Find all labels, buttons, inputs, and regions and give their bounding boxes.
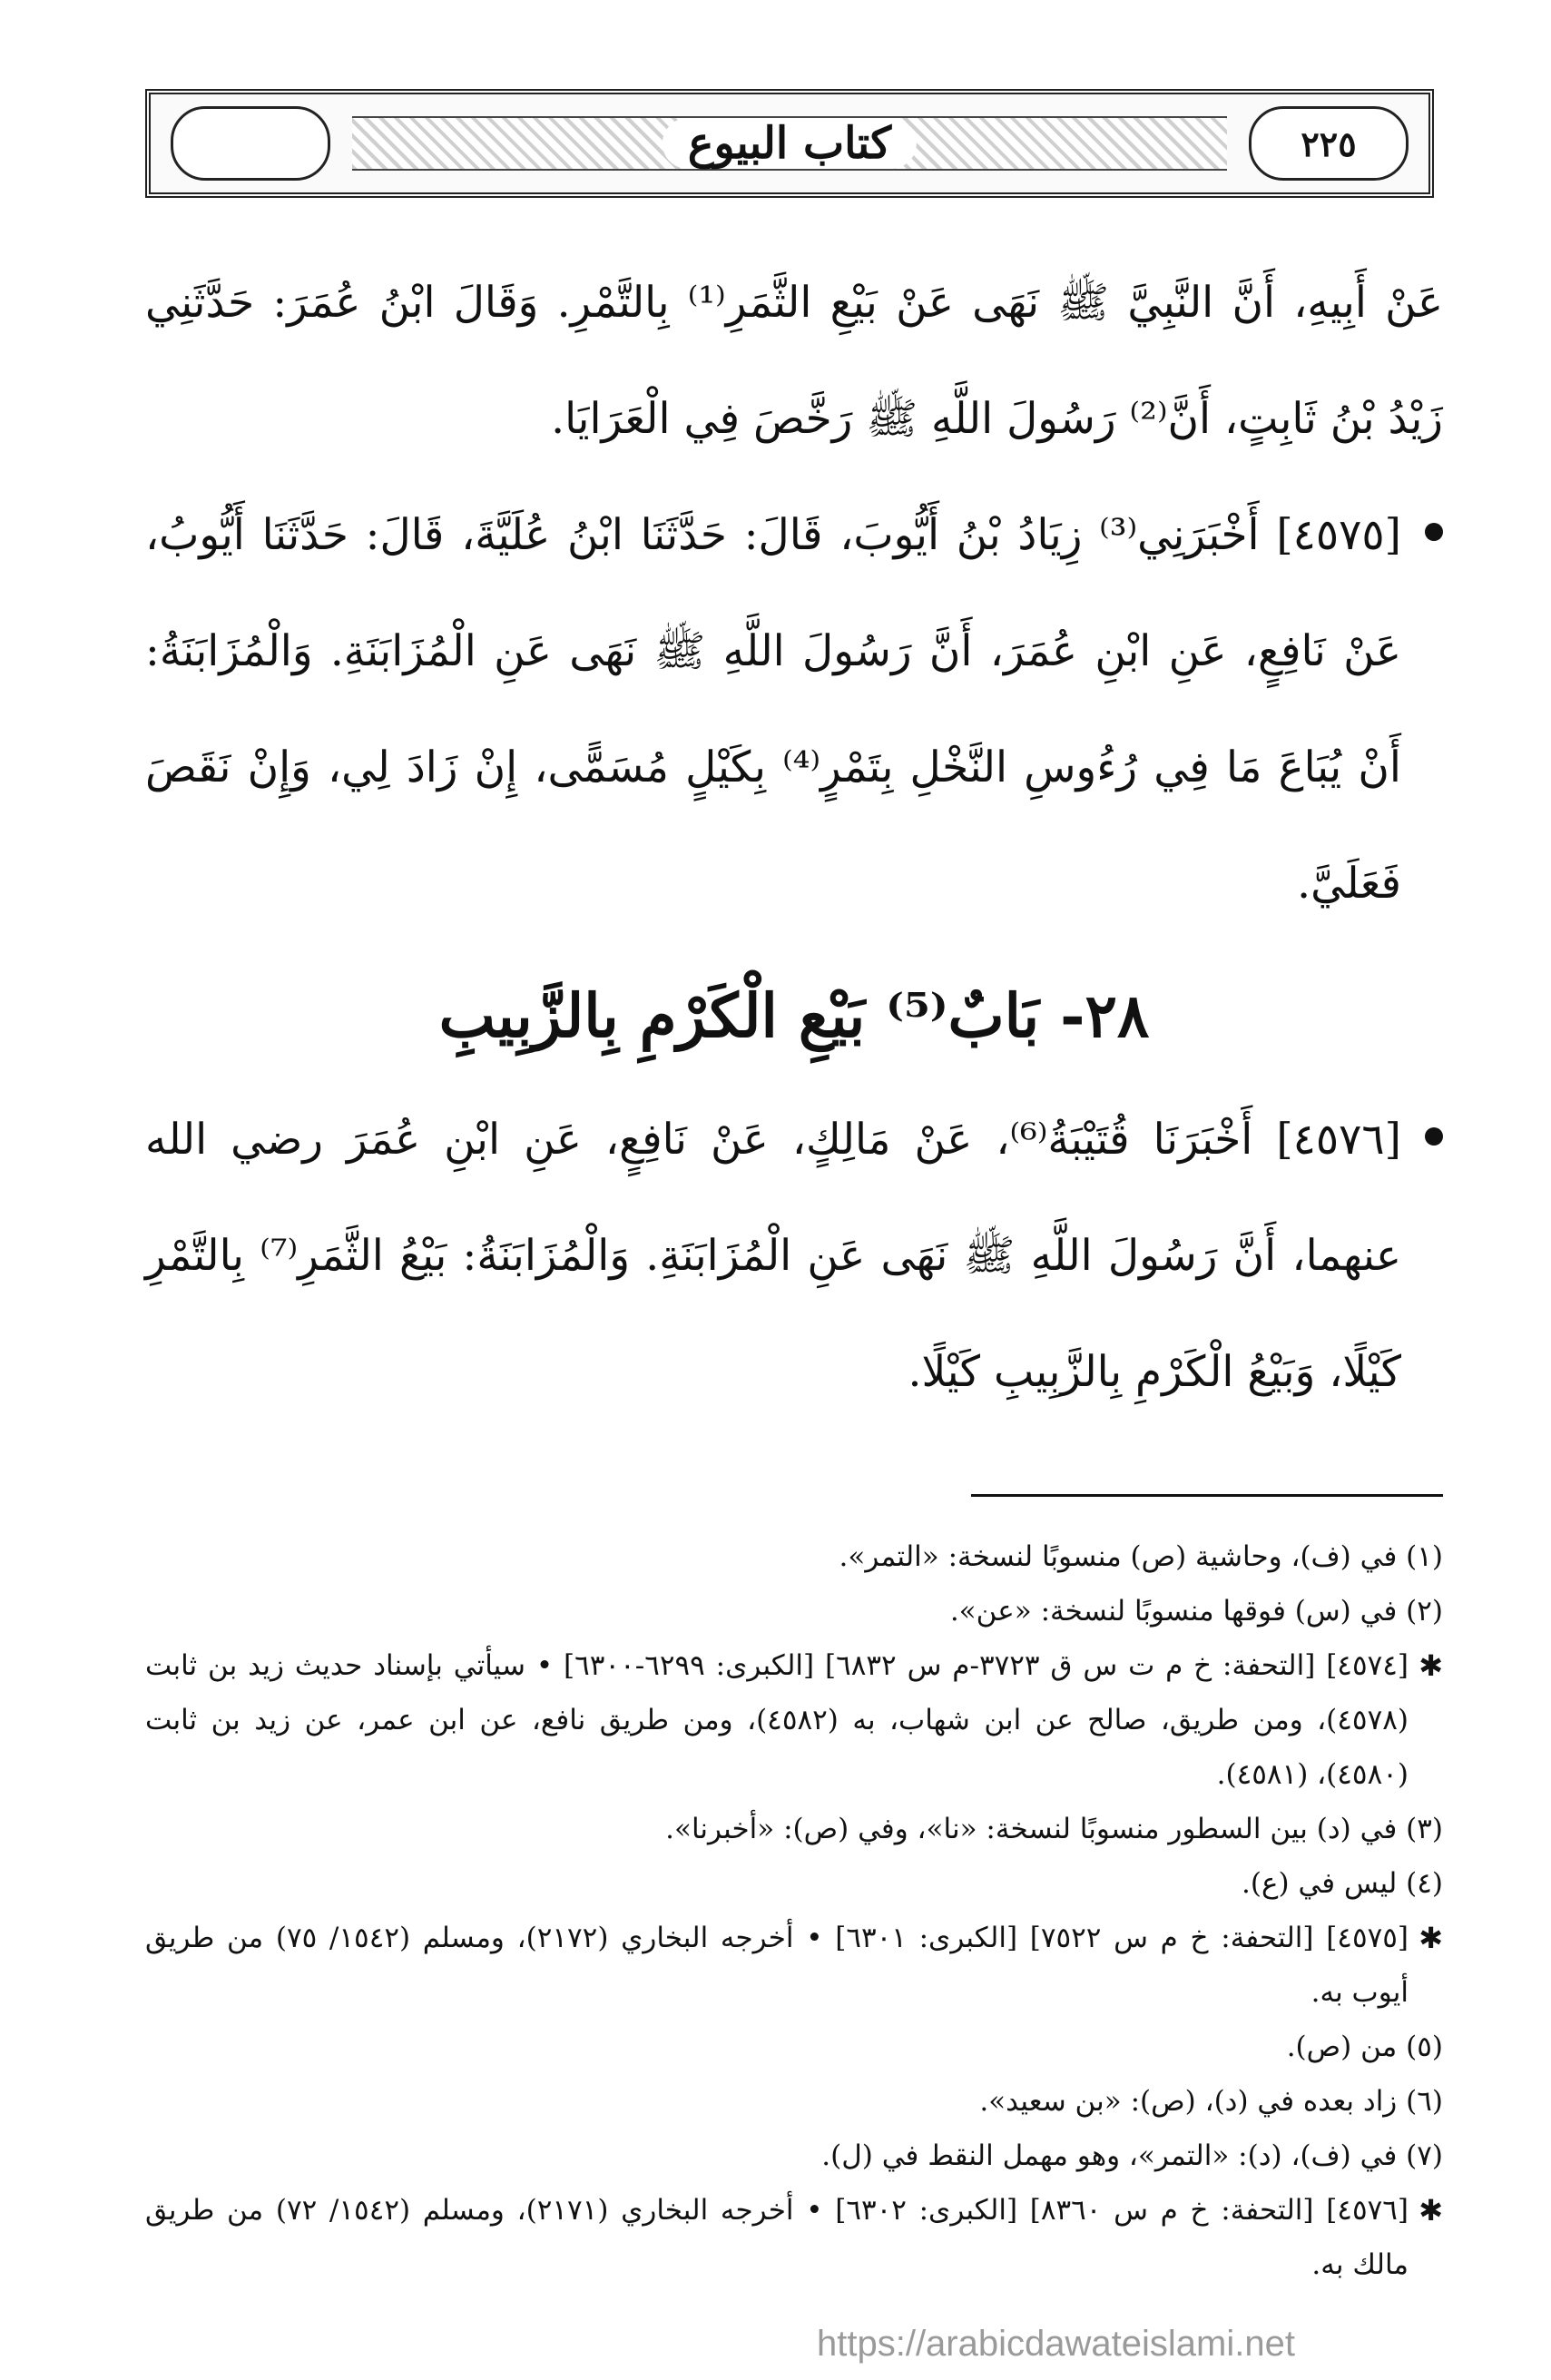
asterisk-icon: ✱ — [1418, 1921, 1443, 1955]
footnote-2: (٢) في (س) فوقها منسوبًا لنسخة: «عن». — [949, 1595, 1443, 1628]
hadith-4576-text: [٤٥٧٦] أَخْبَرَنَا قُتَيْبَةُ⁽⁶⁾، عَنْ مَالِكٍ، عَنْ نَافِعٍ، عَنِ ابْنِ عُمَرَ رضي الله عنهما، أَنَّ رَسُولَ اللَّهِ ﷺ نَهَى عَنِ الْمُزَابَنَةِ. وَالْمُزَابَنَةُ: بَيْعُ الثَّمَرِ⁽⁷⁾ بِالتَّمْرِ كَيْلًا، وَبَيْعُ الْكَرْمِ بِالزَّبِيبِ كَيْلًا. — [145, 1115, 1401, 1397]
footnote-3: (٣) في (د) بين السطور منسوبًا لنسخة: «نا»، وفي (ص): «أخبرنا». — [665, 1813, 1443, 1845]
chapter-heading: ٢٨- بَابٌ⁽⁵⁾ بَيْعِ الْكَرْمِ بِالزَّبِيبِ — [438, 980, 1150, 1051]
footnote-divider — [971, 1494, 1443, 1497]
takhrij-4575-text: [٤٥٧٥] [التحفة: خ م س ٧٥٢٢] [الكبرى: ٦٣٠١] • أخرجه البخاري (٢١٧٢)، ومسلم (١٥٤٢/ ٧٥) من طريق أيوب به. — [145, 1922, 1409, 2009]
series-emblem — [171, 106, 330, 181]
page-number: ٢٢٥ — [1249, 106, 1409, 181]
paragraph-intro: عَنْ أَبِيهِ، أَنَّ النَّبِيَّ ﷺ نَهَى عَنْ بَيْعِ الثَّمَرِ⁽¹⁾ بِالتَّمْرِ. وَقَالَ ابْنُ عُمَرَ: حَدَّثَنِي زَيْدُ بْنُ ثَابِتٍ، أَنَّ⁽²⁾ رَسُولَ اللَّهِ ﷺ رَخَّصَ فِي الْعَرَايَا. — [145, 278, 1443, 444]
page-header — [145, 89, 1434, 198]
footnote-7: (٧) في (ف)، (د): «التمر»، وهو مهمل النقط في (ل). — [821, 2139, 1443, 2172]
hadith-4575 — [145, 477, 1443, 942]
takhrij-4575 — [145, 1911, 1443, 2020]
footnote-6: (٦) زاد بعده في (د)، (ص): «بن سعيد». — [979, 2085, 1443, 2118]
hadith-4576 — [145, 1082, 1443, 1431]
takhrij-4576-text: [٤٥٧٦] [التحفة: خ م س ٨٣٦٠] [الكبرى: ٦٣٠٢] • أخرجه البخاري (٢١٧١)، ومسلم (١٥٤٢/ ٧٢) من طريق مالك به. — [145, 2194, 1409, 2281]
bullet-icon — [1425, 1127, 1443, 1146]
takhrij-4576 — [145, 2183, 1443, 2292]
footnote-5: (٥) من (ص). — [1286, 2031, 1443, 2063]
bullet-icon — [1425, 523, 1443, 541]
takhrij-4574-text: [٤٥٧٤] [التحفة: خ م ت س ق ٣٧٢٣-م س ٦٨٣٢] [الكبرى: ٦٢٩٩-٦٣٠٠] • سيأتي بإسناد حديث زيد بن ثابت (٤٥٧٨)، ومن طريق، صالح عن ابن شهاب، به (٤٥٨٢)، ومن طريق نافع، عن ابن عمر، عن زيد بن ثابت (٤٥٨٠)، (٤٥٨١). — [145, 1649, 1409, 1791]
page-body — [145, 245, 1443, 2292]
watermark-url: https://arabicdawateislami.net — [817, 2324, 1295, 2364]
takhrij-4574 — [145, 1638, 1443, 1802]
asterisk-icon: ✱ — [1418, 2193, 1443, 2228]
book-title: كتاب البيوع — [663, 118, 917, 169]
hadith-4575-text: [٤٥٧٥] أَخْبَرَنِي⁽³⁾ زِيَادُ بْنُ أَيُّوبَ، قَالَ: حَدَّثَنَا ابْنُ عُلَيَّةَ، قَالَ: حَدَّثَنَا أَيُّوبُ، عَنْ نَافِعٍ، عَنِ ابْنِ عُمَرَ، أَنَّ رَسُولَ اللَّهِ ﷺ نَهَى عَنِ الْمُزَابَنَةِ. وَالْمُزَابَنَةُ: أَنْ يُبَاعَ مَا فِي رُءُوسِ النَّخْلِ بِتَمْرٍ⁽⁴⁾ بِكَيْلٍ مُسَمًّى، إِنْ زَادَ لِي، وَإِنْ نَقَصَ فَعَلَيَّ. — [145, 510, 1401, 909]
footnote-1: (١) في (ف)، وحاشية (ص) منسوبًا لنسخة: «التمر». — [839, 1540, 1443, 1573]
asterisk-icon: ✱ — [1418, 1648, 1443, 1683]
footnote-4: (٤) ليس في (ع). — [1242, 1867, 1443, 1900]
footnotes — [145, 1529, 1443, 2292]
